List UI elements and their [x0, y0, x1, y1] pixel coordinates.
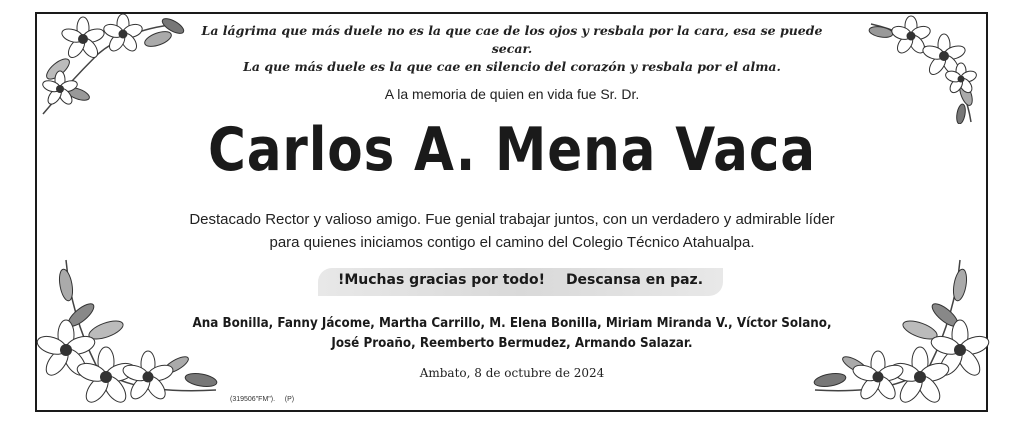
signers-line-2: José Proaño, Reemberto Bermudez, Armando Salazar. — [331, 336, 693, 351]
flower-corner-top-right — [866, 14, 986, 124]
memoria-text: A la memoria de quien en vida fue Sr. Dr. — [384, 86, 640, 102]
place-date: Ambato, 8 de octubre de 2024 — [419, 366, 605, 380]
quote-block — [180, 22, 844, 76]
tribute-text — [150, 208, 874, 254]
deceased-name: Carlos A. Mena Vaca — [208, 115, 816, 185]
quote-line-1: La lágrima que más duele no es la que cae de los ojos y resbala por la cara, esa se puede secar. — [201, 23, 823, 56]
flower-corner-top-left — [38, 14, 188, 124]
quote-line-2: La que más duele es la que cae en silencio del corazón y resbala por el alma. — [243, 59, 781, 74]
tribute-line-1: Destacado Rector y valioso amigo. Fue genial trabajar juntos, con un verdadero y admirable líder — [189, 211, 835, 228]
thanks-text — [318, 272, 723, 288]
signers-line-1: Ana Bonilla, Fanny Jácome, Martha Carrillo, M. Elena Bonilla, Miriam Miranda V., Víctor Solano, — [192, 316, 832, 331]
thanks-part-2: Descansa en paz. — [565, 272, 704, 288]
publication-code: (319506"FM"). (P) — [230, 396, 295, 403]
thanks-part-1: !Muchas gracias por todo! — [337, 272, 546, 288]
signers-block — [179, 314, 845, 354]
tribute-line-2: para quienes iniciamos contigo el camino del Colegio Técnico Atahualpa. — [269, 234, 755, 251]
